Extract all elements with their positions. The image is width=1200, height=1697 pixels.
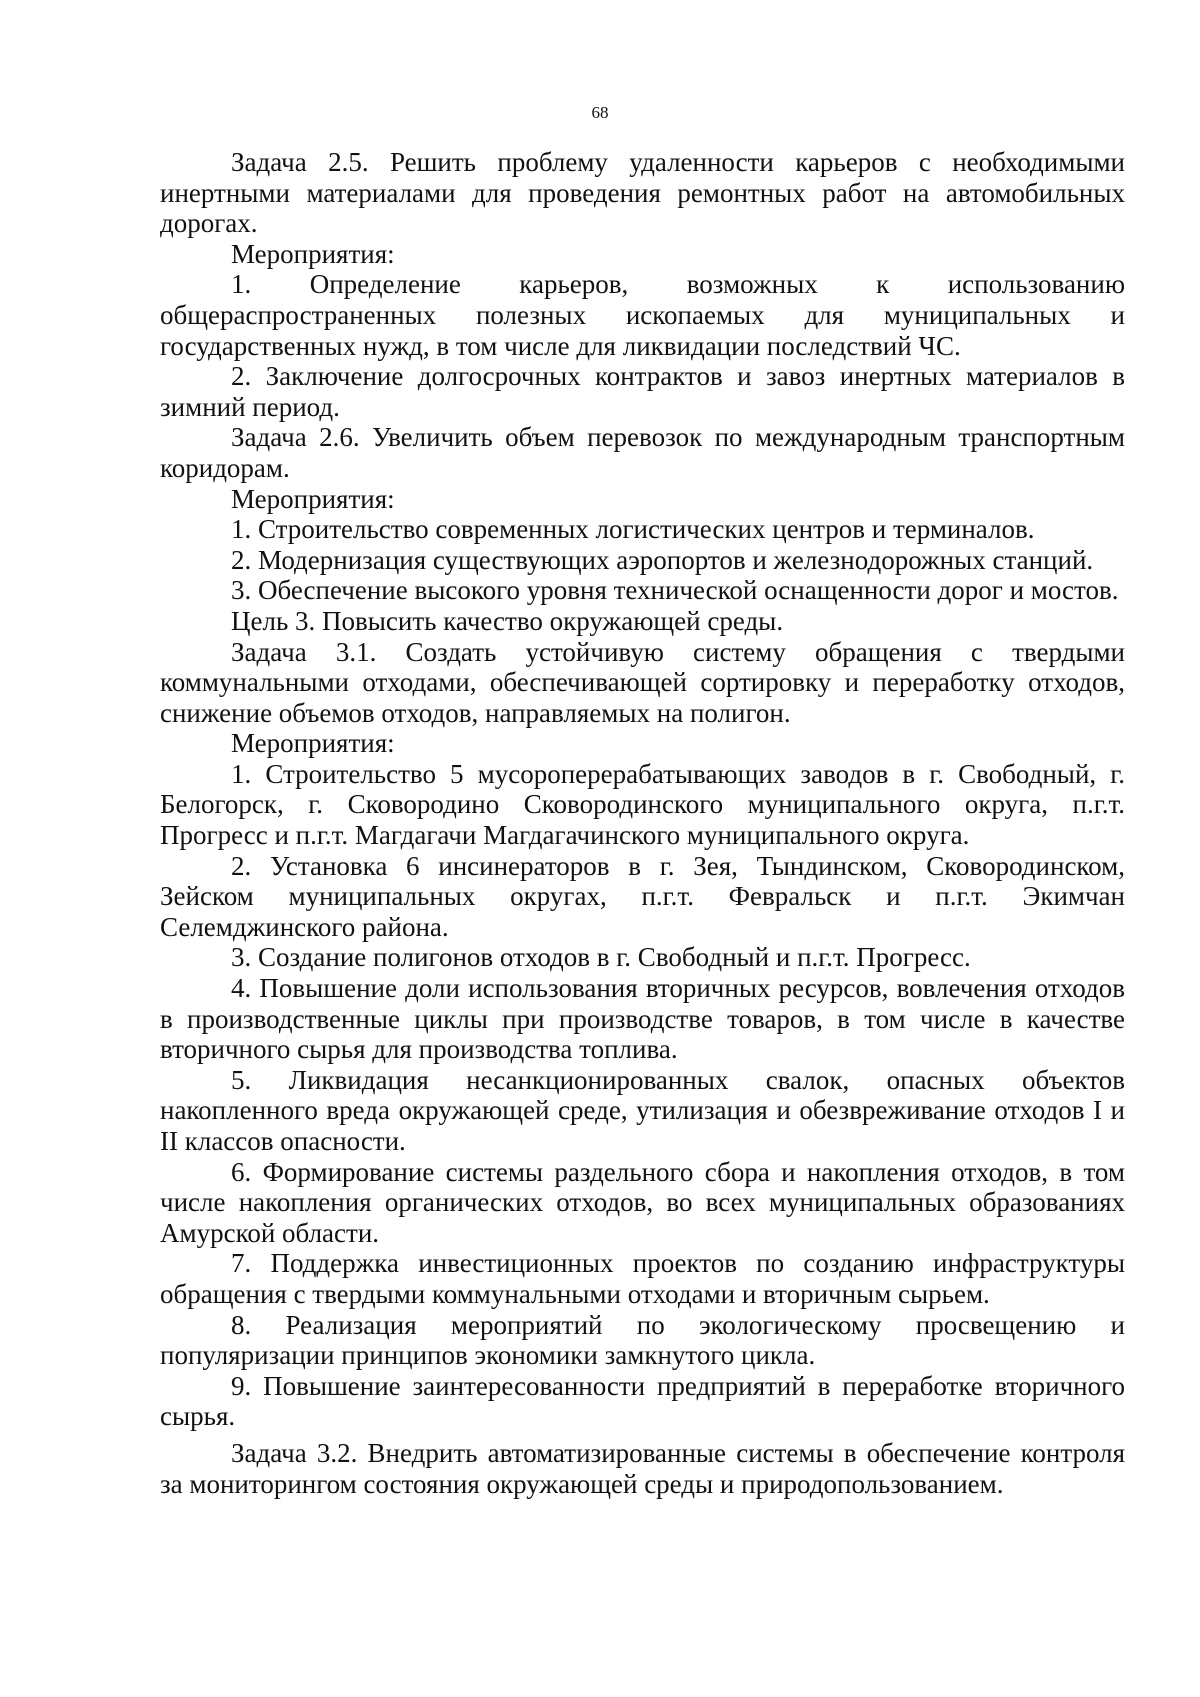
task-3-1-paragraph: Задача 3.1. Создать устойчивую систему обращения с твердыми коммунальными отходами, обеспечивающей сортировку и переработку отходов, снижение объемов отходов, направляемых на полигон. [160, 636, 1125, 728]
measure-item: 8. Реализация мероприятий по экологическому просвещению и популяризации принципов экономики замкнутого цикла. [160, 1309, 1125, 1371]
measure-item: 9. Повышение заинтересованности предприятий в переработке вторичного сырья. [160, 1370, 1125, 1432]
task-2-5-paragraph: Задача 2.5. Решить проблему удаленности карьеров с необходимыми инертными материалами для проведения ремонтных работ на автомобильных дорогах. [160, 147, 1125, 239]
measures-heading: Мероприятия: [231, 238, 395, 269]
measure-item: 1. Определение карьеров, возможных к использованию общераспространенных полезных ископаемых для муниципальных и государственных нужд, в том числе для ликвидации последствий ЧС. [160, 269, 1125, 361]
measures-heading: Мероприятия: [231, 483, 395, 514]
measure-item: 3. Обеспечение высокого уровня технической оснащенности дорог и мостов. [231, 575, 1119, 606]
measure-item: 2. Заключение долгосрочных контрактов и завоз инертных материалов в зимний период. [160, 361, 1125, 422]
measure-item: 7. Поддержка инвестиционных проектов по созданию инфраструктуры обращения с твердыми коммунальными отходами и вторичным сырьем. [160, 1248, 1125, 1309]
task-2-6-paragraph: Задача 2.6. Увеличить объем перевозок по международным транспортным коридорам. [160, 422, 1125, 483]
measures-heading: Мероприятия: [231, 728, 395, 759]
measure-item: 3. Создание полигонов отходов в г. Свободный и п.г.т. Прогресс. [231, 942, 971, 973]
measure-item: 4. Повышение доли использования вторичных ресурсов, вовлечения отходов в производственные циклы при производстве товаров, в том числе в качестве вторичного сырья для производства топлива. [160, 973, 1125, 1065]
measure-item: 5. Ликвидация несанкционированных свалок, опасных объектов накопленного вреда окружающей среде, утилизация и обезвреживание отходов I и II классов опасности. [160, 1064, 1125, 1156]
task-3-2-paragraph: Задача 3.2. Внедрить автоматизированные системы в обеспечение контроля за мониторингом состояния окружающей среды и природопользованием. [160, 1437, 1125, 1499]
measure-item: 2. Модернизация существующих аэропортов и железнодорожных станций. [231, 544, 1094, 575]
document-body [160, 147, 1125, 1499]
page-number: 68 [591, 103, 609, 122]
measure-item: 6. Формирование системы раздельного сбора и накопления отходов, в том числе накопления органических отходов, во всех муниципальных образованиях Амурской области. [160, 1156, 1125, 1248]
goal-3-paragraph: Цель 3. Повысить качество окружающей среды. [231, 605, 784, 636]
measure-item: 1. Строительство 5 мусороперерабатывающих заводов в г. Свободный, г. Белогорск, г. Сковородино Сковородинского муниципального округа, п.г.т. Прогресс и п.г.т. Магдагачи Магдагачинского муниципального округа. [160, 758, 1125, 851]
measure-item: 2. Установка 6 инсинераторов в г. Зея, Тындинском, Сковородинском, Зейском муниципальных округах, п.г.т. Февральск и п.г.т. Экимчан Селемджинского района. [160, 850, 1125, 942]
measure-item: 1. Строительство современных логистических центров и терминалов. [231, 514, 1035, 545]
